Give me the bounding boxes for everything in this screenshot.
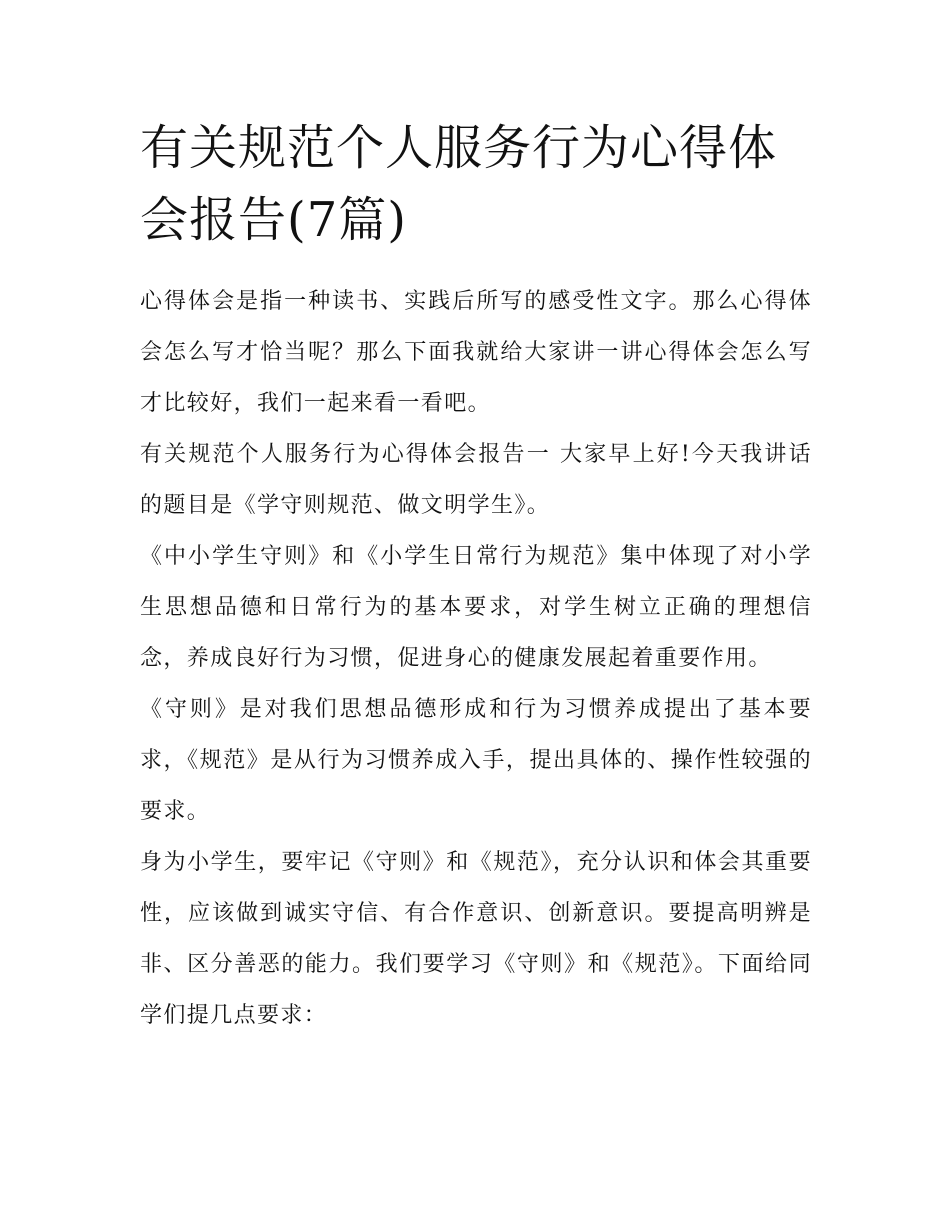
paragraph-student-duties: 身为小学生，要牢记《守则》和《规范》，充分认识和体会其重要性，应该做到诚实守信、有合作意识、创新意识。要提高明辨是非、区分善恶的能力。我们要学习《守则》和《规范》。下面给同学们提几点要求： bbox=[140, 850, 812, 1028]
paragraph-intro: 心得体会是指一种读书、实践后所写的感受性文字。那么心得体会怎么写才恰当呢？那么下面我就给大家讲一讲心得体会怎么写才比较好，我们一起来看一看吧。 bbox=[140, 289, 812, 416]
paragraph-rules-requirements: 《守则》是对我们思想品德形成和行为习惯养成提出了基本要求，《规范》是从行为习惯养成入手，提出具体的、操作性较强的要求。 bbox=[140, 697, 812, 824]
paragraph-report-one: 有关规范个人服务行为心得体会报告一 大家早上好!今天我讲话的题目是《学守则规范、做文明学生》。 bbox=[140, 442, 812, 518]
paragraph-code-of-conduct: 《中小学生守则》和《小学生日常行为规范》集中体现了对小学生思想品德和日常行为的基本要求，对学生树立正确的理想信念，养成良好行为习惯，促进身心的健康发展起着重要作用。 bbox=[140, 544, 812, 671]
document-title: 有关规范个人服务行为心得体会报告(7篇) bbox=[140, 120, 778, 248]
document-page bbox=[140, 112, 812, 1041]
